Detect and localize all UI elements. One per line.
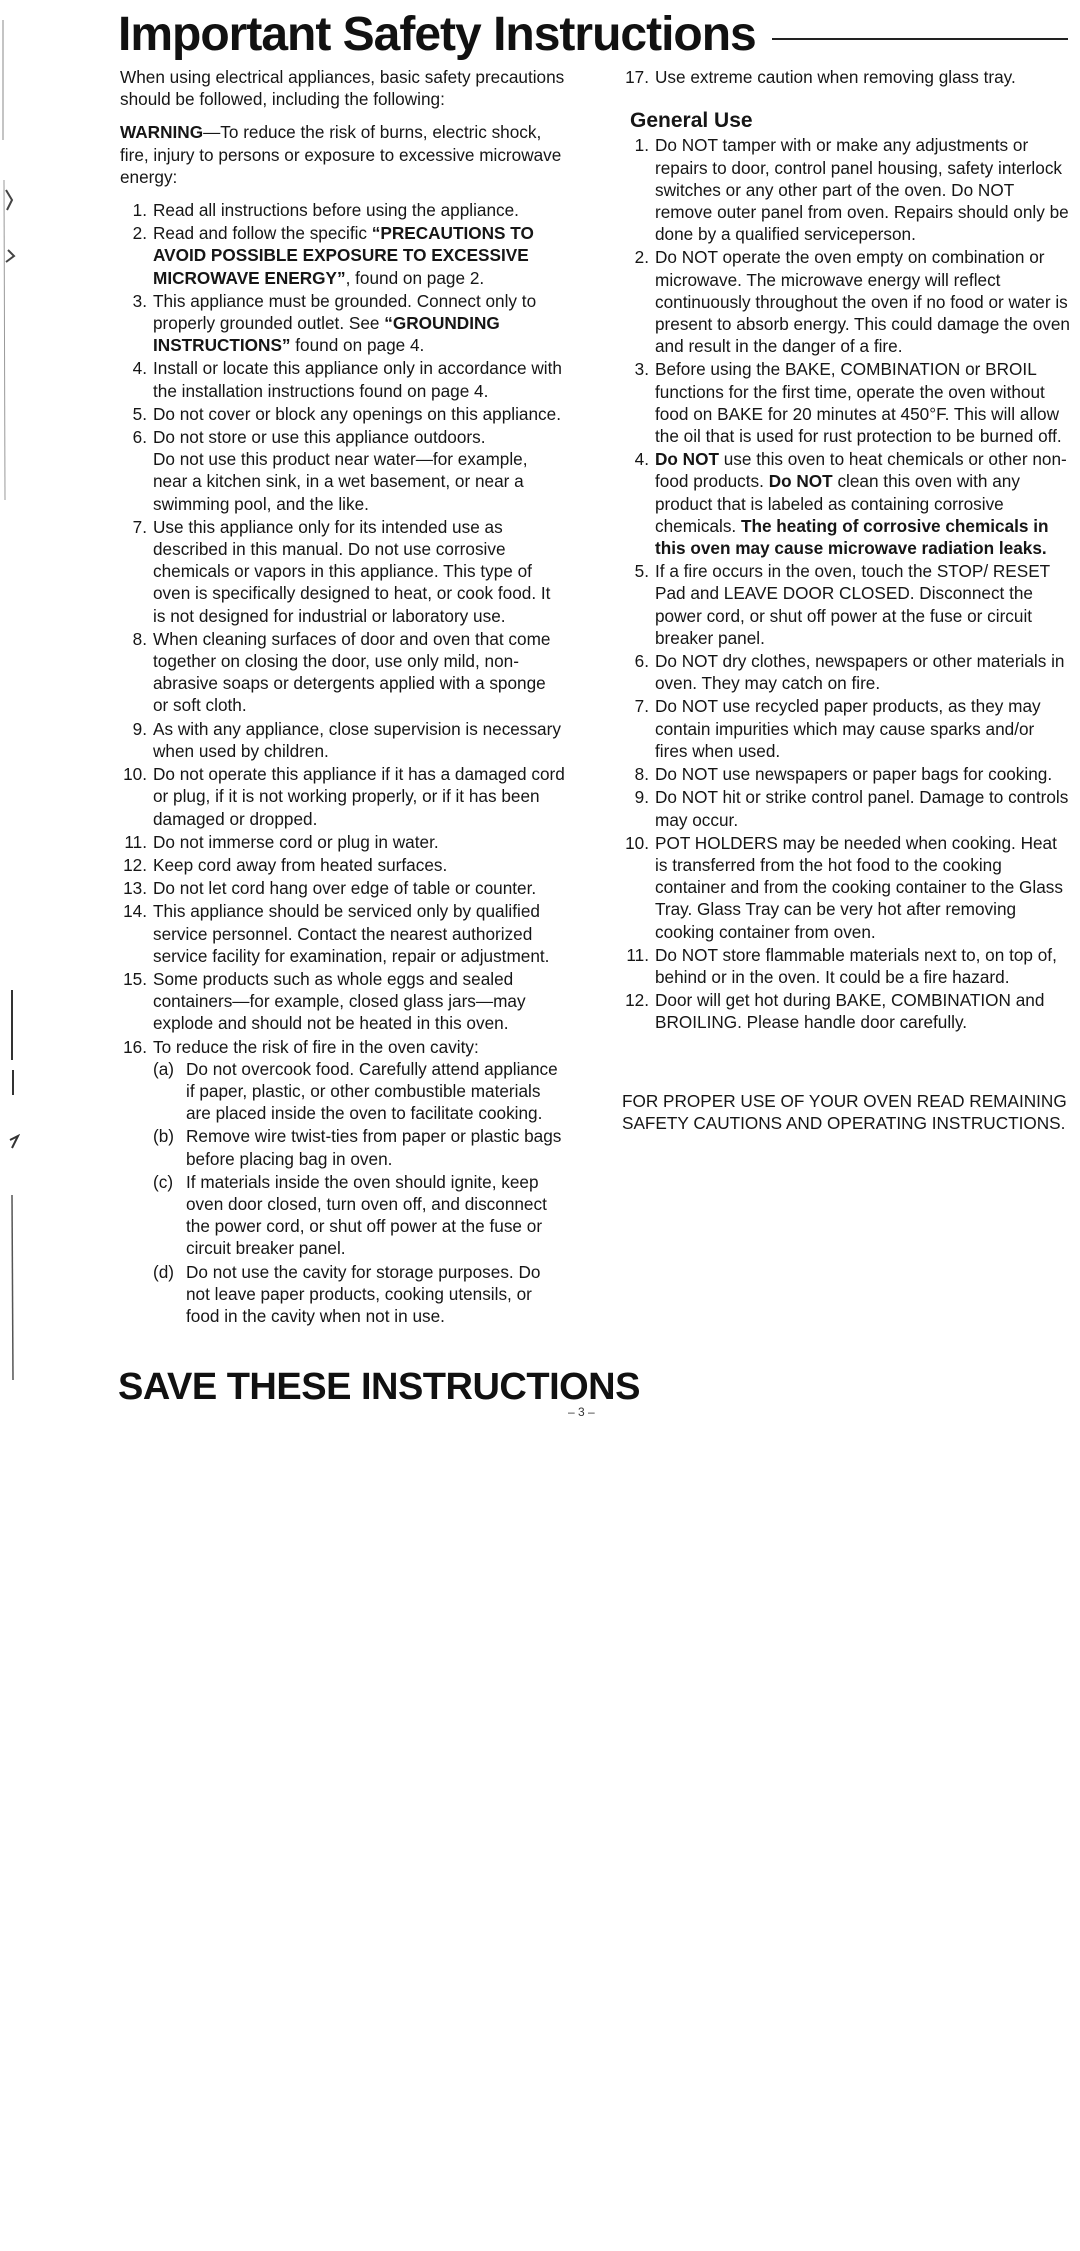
sub-list-item: (b) Remove wire twist-ties from paper or plastic bags before placing bag in oven. [153, 1126, 562, 1169]
list-item: 10. POT HOLDERS may be needed when cooking. Heat is transferred from the hot food to the cooking container and from the cooking container to the Glass Tray. Glass Tray can be very hot after removing cooking container from oven. [625, 832, 1063, 942]
save-instructions-heading: SAVE THESE INSTRUCTIONS [118, 1366, 640, 1408]
list-item: 8. When cleaning surfaces of door and oven that come together on closing the door, use only mild, non-abrasive soaps or detergents applied with a sponge or soft cloth. [132, 628, 551, 716]
list-item: 4. Do NOT use this oven to heat chemicals or other non-food products. Do NOT clean this oven with any product that is labeled as containing corrosive chemicals. The heating of corrosive chemicals in this oven may cause microwave radiation leaks. [634, 449, 1067, 559]
warning-paragraph [120, 121, 565, 188]
list-item: 4. Install or locate this appliance only in accordance with the installation instructions found on page 4. [132, 358, 562, 401]
list-item: 16. To reduce the risk of fire in the oven cavity: (a) Do not overcook food. Carefully attend appliance if paper, plastic, or other combustible materials are placed inside the oven to facilitate cooking. (b) Remove wire twist-ties from paper or plastic bags before placing bag in oven. (c) If materials inside the oven should ignite, keep oven door closed, turn oven off, and disconnect the power cord, or shut off power at the fuse or circuit breaker panel. (d) Do not use the cavity for storage purposes. Do not leave paper products, cooking utensils, or food in the cavity when not in use. [120, 1036, 565, 1328]
list-item: 12. Keep cord away from heated surfaces. [123, 854, 448, 875]
general-use-list [622, 134, 1070, 1033]
list-item: 14. This appliance should be serviced only by qualified service personnel. Contact the nearest authorized service facility for examination, repair or adjustment. [123, 901, 550, 966]
page-number: – 3 – [568, 1405, 595, 1419]
list-item: 10. Do not operate this appliance if it has a damaged cord or plug, if it is not working properly, or if it has been damaged or dropped. [123, 764, 565, 829]
right-column [622, 66, 1070, 1134]
list-item: 3. Before using the BAKE, COMBINATION or BROIL functions for the first time, operate the oven without food on BAKE for 20 minutes at 450°F. This will allow the oil that is used for rust protection to be burned off. [634, 359, 1062, 447]
list-item: 11. Do NOT store flammable materials next to, on top of, behind or in the oven. It could be a fire hazard. [626, 944, 1057, 987]
list-item: 5. Do not cover or block any openings on this appliance. [132, 403, 561, 424]
title-rule [772, 38, 1068, 40]
list-item: 5. If a fire occurs in the oven, touch the STOP/ RESET Pad and LEAVE DOOR CLOSED. Disconnect the power cord, or shut off power at the fuse or circuit breaker panel. [634, 561, 1050, 648]
list-item: 7. Do NOT use recycled paper products, as they may contain impurities which may cause sparks and/or fires when used. [634, 696, 1041, 761]
list-item: 9. As with any appliance, close supervision is necessary when used by children. [132, 718, 561, 761]
scan-edge-marks [0, 0, 20, 1420]
list-item: 3. This appliance must be grounded. Connect only to properly grounded outlet. See “GROUNDING INSTRUCTIONS” found on page 4. [132, 290, 537, 356]
list-item: 6. Do not store or use this appliance outdoors. Do not use this product near water—for example, near a kitchen sink, in a wet basement, or near a swimming pool, and the like. [132, 427, 528, 514]
list-item: 2. Do NOT operate the oven empty on combination or microwave. The microwave energy will reflect continuously throughout the oven if no food or water is present to absorb energy. This could damage the oven and result in the danger of a fire. [634, 247, 1070, 357]
list-item: 9. Do NOT hit or strike control panel. Damage to controls may occur. [634, 787, 1069, 830]
list-item: 8. Do NOT use newspapers or paper bags for cooking. [634, 764, 1053, 785]
list-item: 12. Door will get hot during BAKE, COMBINATION and BROILING. Please handle door carefully. [625, 990, 1045, 1033]
list-item: 2. Read and follow the specific “PRECAUTIONS TO AVOID POSSIBLE EXPOSURE TO EXCESSIVE MICROWAVE ENERGY”, found on page 2. [132, 223, 534, 288]
closing-note: FOR PROPER USE OF YOUR OVEN READ REMAINING SAFETY CAUTIONS AND OPERATING INSTRUCTIONS. [622, 1090, 1067, 1133]
title-row [118, 4, 1068, 64]
warning-label: WARNING [120, 122, 204, 143]
fire-subitems [120, 1058, 565, 1327]
intro-text: When using electrical appliances, basic safety precautions should be followed, including the following: [120, 67, 565, 110]
list-item: 1. Read all instructions before using the appliance. [132, 200, 519, 221]
left-column [120, 66, 565, 1328]
list-item: 17. Use extreme caution when removing glass tray. [625, 67, 1016, 87]
list-item: 7. Use this appliance only for its intended use as described in this manual. Do not use corrosive chemicals or vapors in this appliance. This type of oven is specifically designed to heat, or cook food. It is not designed for industrial or laboratory use. [132, 516, 551, 626]
sub-list-item: (a) Do not overcook food. Carefully attend appliance if paper, plastic, or other combustible materials are placed inside the oven to facilitate cooking. [153, 1058, 558, 1124]
list-item: 6. Do NOT dry clothes, newspapers or other materials in oven. They may catch on fire. [634, 651, 1065, 694]
page-title: Important Safety Instructions [118, 7, 756, 61]
warning-text: —To reduce the risk of burns, electric shock, fire, injury to persons or exposure to excessive microwave energy: [120, 122, 562, 187]
sub-list-item: (c) If materials inside the oven should ignite, keep oven door closed, turn oven off, and disconnect the power cord, or shut off power at the fuse or circuit breaker panel. [153, 1171, 547, 1259]
sub-list-item: (d) Do not use the cavity for storage purposes. Do not leave paper products, cooking utensils, or food in the cavity when not in use. [153, 1261, 541, 1326]
list-item: 11. Do not immerse cord or plug in water. [124, 831, 439, 852]
safety-list-continued [622, 66, 1070, 88]
list-item: 13. Do not let cord hang over edge of table or counter. [123, 878, 537, 899]
safety-list [120, 199, 565, 1327]
list-item: 15. Some products such as whole eggs and sealed containers—for example, closed glass jars—may explode and should not be heated in this oven. [123, 968, 526, 1034]
list-item: 1. Do NOT tamper with or make any adjustments or repairs to door, control panel housing, safety interlock switches or any other part of the oven. Do NOT remove outer panel from oven. Repairs should only be done by a qualified serviceperson. [634, 135, 1069, 245]
general-use-heading: General Use [630, 109, 753, 133]
